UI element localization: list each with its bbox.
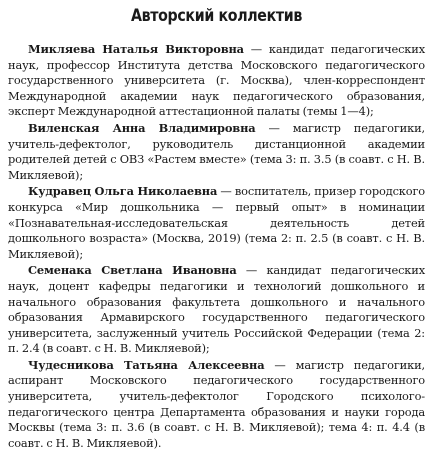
author-description: — кандидат педагогических наук, профессор Института детства Московского педагогического государственного университета (г. Москва), член-корреспондент Международной академии наук педагогического образования, эксперт Международной аттестационной палаты (темы 1—4); bbox=[8, 42, 425, 119]
author-list bbox=[8, 42, 425, 451]
author-description: — магистр педагогики, учитель-дефектолог, руководитель дистанционной академии родителей детей с ОВЗ «Растем вместе» (тема 3: п. 3.5 (в соавт. с Н. В. Микляевой); bbox=[8, 120, 426, 182]
author-name: Чудесникова Татьяна Алексеевна bbox=[28, 357, 265, 372]
author-name: Микляева Наталья Викторовна bbox=[28, 42, 244, 56]
author-description: — магистр педагогики, аспирант Московского педагогического государственного университета, учитель-дефектолог Городского психолого-педагогического центра Департамента образования и науки города Москвы (тема 3: п. 3.6 (в соавт. с Н. В. Микляевой); тема 4: п. 4.4 (в соавт. с Н. В. Микляевой). bbox=[8, 357, 425, 450]
author-name: Семенака Светлана Ивановна bbox=[28, 263, 237, 278]
author-entry bbox=[8, 42, 425, 120]
author-name: Кудравец Ольга Николаевна bbox=[28, 184, 218, 199]
author-entry bbox=[8, 121, 425, 183]
author-entry bbox=[8, 263, 425, 357]
author-description: — кандидат педагогических наук, доцент кафедры педагогики и технологий дошкольного и начального образования факультета дошкольного и начального образования Армавирского государственного педагогического университета, заслуженный учитель Российской Федерации (тема 2: п. 2.4 (в соавт. с Н. В. Микляевой); bbox=[8, 263, 425, 356]
author-description: — воспитатель, призер городского конкурса «Мир дошкольника — первый опыт» в номинации «Познавательная-исследовательская деятельность детей дошкольного возраста» (Москва, 2019) (тема 2: п. 2.5 (в соавт. с Н. В. Микляевой); bbox=[8, 184, 426, 261]
author-entry bbox=[8, 184, 425, 262]
author-entry bbox=[8, 358, 425, 452]
author-name: Виленская Анна Владимировна bbox=[28, 120, 256, 135]
page-title: Авторский коллектив bbox=[130, 6, 302, 25]
